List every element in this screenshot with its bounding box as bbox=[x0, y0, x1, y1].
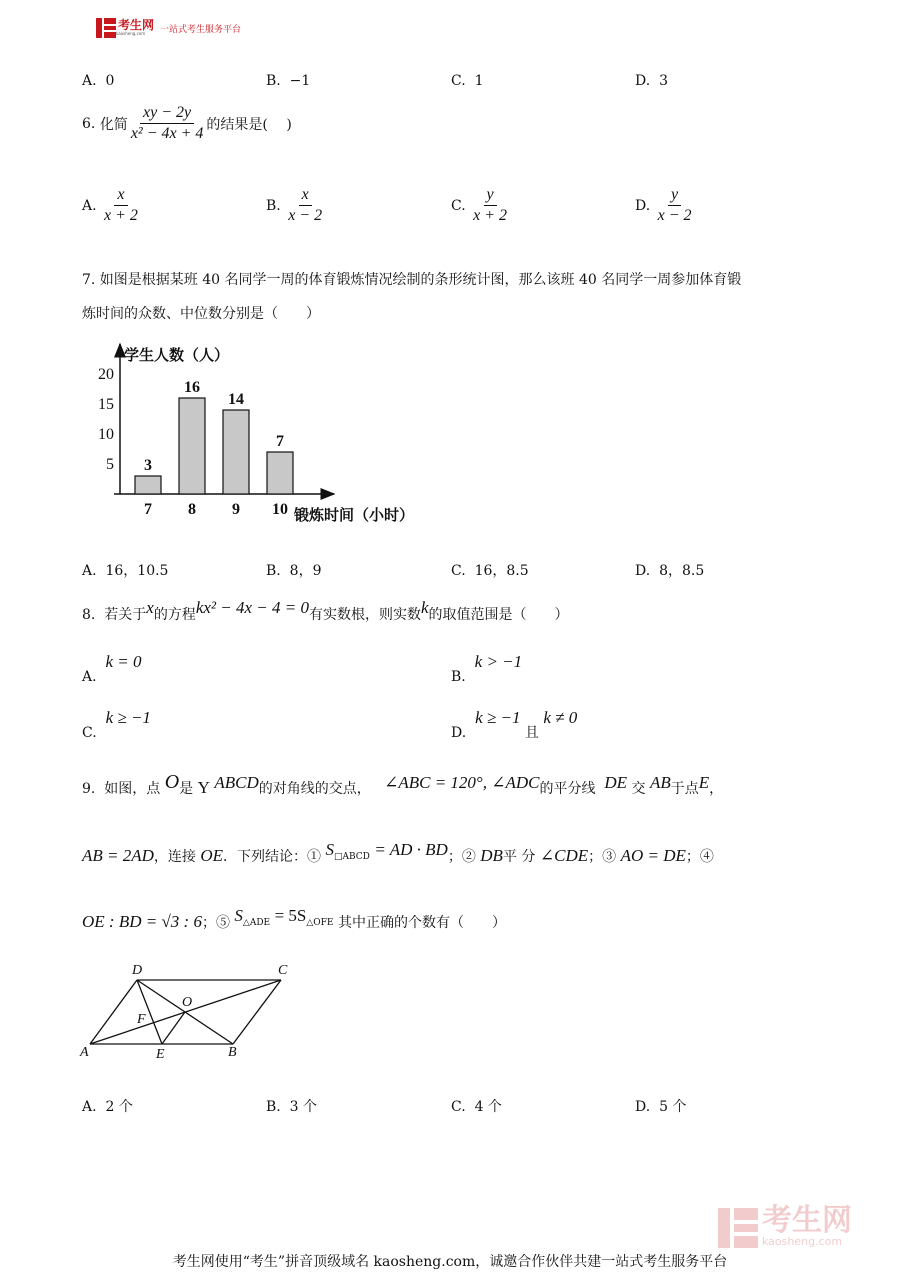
edge-cb bbox=[233, 980, 281, 1044]
label-e: E bbox=[156, 1047, 165, 1062]
q7-option-b: B. 8，9 bbox=[266, 563, 322, 579]
q9-stem-line3: OE : BD = √3 : 6；⑤ $S_{\triangle ADE} = 5S_{\triangle OFE}$ 其中正确的个数有（ ） bbox=[82, 906, 506, 931]
edge-da bbox=[90, 980, 137, 1044]
label-b: B bbox=[228, 1045, 237, 1060]
x-tick-label-9: 9 bbox=[232, 501, 240, 518]
label-d: D bbox=[132, 963, 143, 978]
logo-slogan: 一站式考生服务平台 bbox=[160, 24, 242, 35]
page-footer: 考生网使用“考生”拼音顶级域名 kaosheng.com，诚邀合作伙伴共建一站式考生服务平台 bbox=[172, 1254, 728, 1270]
q7-stem-line1: 7. 如图是根据某班 40 名同学一周的体育锻炼情况绘制的条形统计图，那么该班 40 名同学一周参加体育锻 bbox=[82, 272, 742, 288]
watermark-logo-icon bbox=[718, 1208, 758, 1248]
label-o: O bbox=[182, 995, 193, 1010]
kaosheng-logo-icon bbox=[96, 18, 116, 38]
segment-oe bbox=[162, 1012, 185, 1044]
q7-option-a: A. 16，10.5 bbox=[82, 563, 169, 579]
x-tick-label-7: 7 bbox=[144, 501, 152, 518]
q9-stem-line2: AB = 2AD，连接 OE．下列结论：① $S_{□ABCD}$ = AD · BD；② DB平 分 ∠CDE；③ AO = DE；④ bbox=[82, 840, 714, 865]
y-tick-label-15: 15 bbox=[98, 396, 114, 413]
header-logo bbox=[96, 18, 241, 38]
q7-stem-line2: 炼时间的众数、中位数分别是（ ） bbox=[82, 306, 320, 322]
y-tick-label-5: 5 bbox=[106, 456, 114, 473]
q8-option-a: A. k = 0 bbox=[82, 652, 142, 685]
q9-option-a: A. 2 个 bbox=[82, 1099, 133, 1115]
q9-stem-line1: 9. 如图，点 O是 Y ABCD的对角线的交点， ∠ABC = 120°, ∠ADC的平分线 DE 交 AB于点E， bbox=[82, 771, 724, 797]
q7-option-c: C. 16，8.5 bbox=[451, 563, 529, 579]
q9-option-b: B. 3 个 bbox=[266, 1099, 318, 1115]
y-tick-label-10: 10 bbox=[98, 426, 114, 443]
q8-option-b: B. k > −1 bbox=[451, 652, 523, 685]
bar-7 bbox=[135, 476, 161, 494]
q9-parallelogram-figure bbox=[78, 960, 298, 1064]
q9-option-c: C. 4 个 bbox=[451, 1099, 502, 1115]
q8-option-d: D. k ≥ −1 且 k ≠ 0 bbox=[451, 708, 578, 741]
bar-10 bbox=[267, 452, 293, 494]
q6-number: 6. bbox=[82, 115, 96, 132]
q8-stem: 8. 若关于x的方程kx² − 4x − 4 = 0有实数根，则实数k的取值范围是（ ） bbox=[82, 598, 569, 623]
logo-domain: kaosheng.com bbox=[116, 31, 146, 36]
q6-option-d: D. $\frac{y}{x - 2}$ bbox=[635, 186, 692, 224]
chart-x-axis-label: 锻炼时间（小时） bbox=[294, 506, 415, 524]
q5-option-c: C. 1 bbox=[451, 73, 484, 89]
q8-option-c: C. k ≥ −1 bbox=[82, 708, 151, 741]
watermark-logo bbox=[718, 1203, 852, 1248]
logo-text: 考生网 bbox=[118, 18, 155, 32]
bar-value-label-7: 3 bbox=[144, 457, 152, 474]
q7-bar-chart bbox=[82, 338, 452, 530]
q6-fraction: $\frac{xy - 2y}{\text{x² − 4x + 4}}$ bbox=[130, 104, 204, 142]
q6-option-a: A. $\frac{x}{x + 2}$ bbox=[82, 186, 138, 224]
bar-8 bbox=[179, 398, 205, 494]
label-a: A bbox=[80, 1045, 89, 1060]
label-f: F bbox=[137, 1012, 146, 1027]
q5-option-a: A. 0 bbox=[82, 73, 115, 89]
y-tick-label-20: 20 bbox=[98, 366, 114, 383]
bar-value-label-8: 16 bbox=[184, 379, 200, 396]
watermark-domain: kaosheng.com bbox=[762, 1235, 843, 1248]
label-c: C bbox=[278, 963, 288, 978]
q6-option-b: B. $\frac{x}{x - 2}$ bbox=[266, 186, 323, 224]
chart-y-axis-label: 学生人数（人） bbox=[124, 346, 230, 364]
q5-option-b: B. −1 bbox=[266, 73, 311, 89]
bar-value-label-10: 7 bbox=[276, 433, 284, 450]
q9-option-d: D. 5 个 bbox=[635, 1099, 687, 1115]
watermark-text: 考生网 bbox=[762, 1203, 852, 1238]
q5-option-d: D. 3 bbox=[635, 73, 669, 89]
q6-stem: 6. 化简 $\frac{xy - 2y}{\text{x² − 4x + 4}}$ 的结果是( ) bbox=[82, 104, 292, 142]
q6-option-c: C. $\frac{y}{x + 2}$ bbox=[451, 186, 508, 224]
bar-value-label-9: 14 bbox=[228, 391, 244, 408]
x-tick-label-10: 10 bbox=[272, 501, 288, 518]
x-tick-label-8: 8 bbox=[188, 501, 196, 518]
q7-option-d: D. 8，8.5 bbox=[635, 563, 705, 579]
bar-9 bbox=[223, 410, 249, 494]
